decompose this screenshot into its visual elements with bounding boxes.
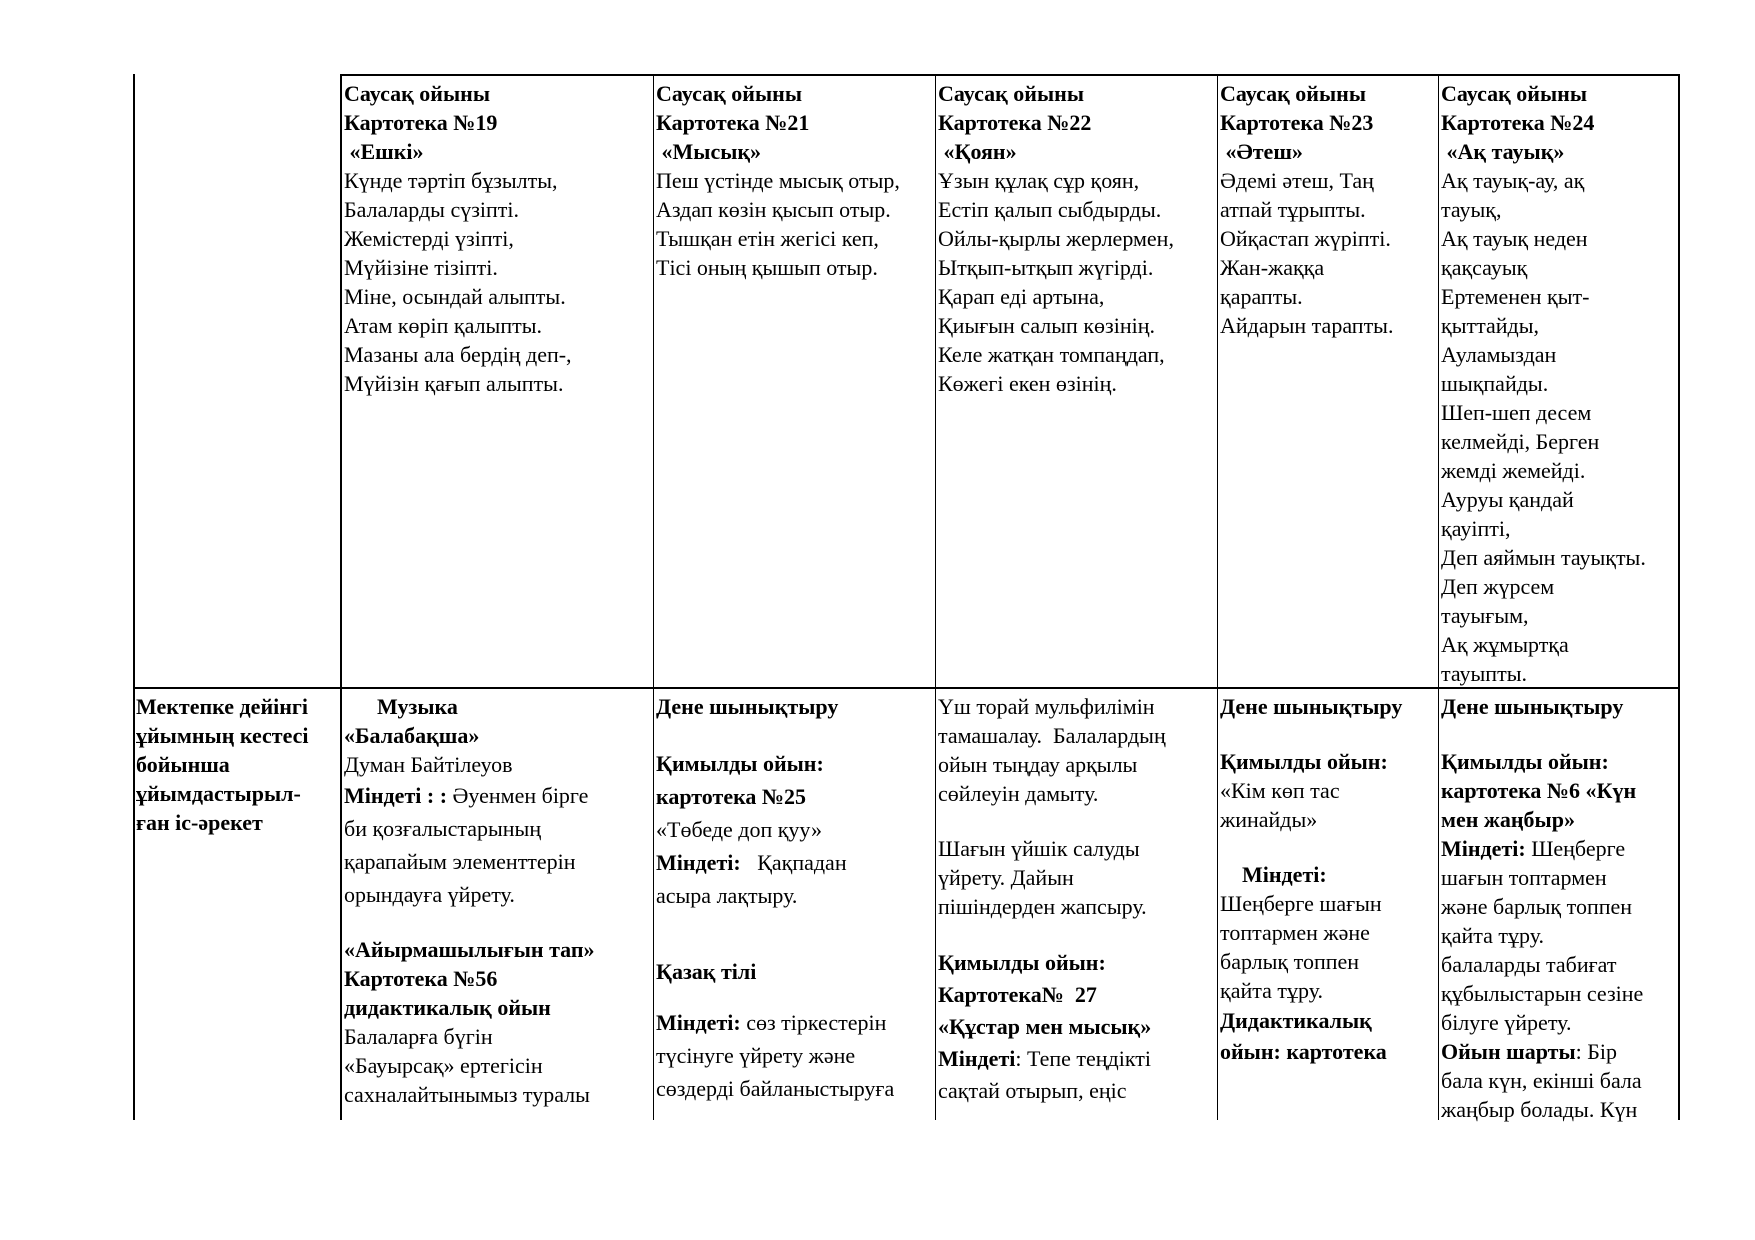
subject-heading: Дене шынықтыру [1441,694,1624,719]
cell-title: Саусақ ойыны [1220,81,1367,106]
poem-line: Міне, осындай алыпты. [344,284,566,309]
task-line: қарапайым элементтерін [344,849,576,874]
poem-line: Қарап еді артына, [938,284,1105,309]
task-line: және барлық топпен [1441,894,1633,919]
didactic-game-card: Картотека №56 [344,966,498,991]
task-label: Міндеті: [656,850,741,875]
task-line: сөздерді байланыстыруға [656,1076,895,1101]
poem-line: Шеп-шеп десем [1441,400,1592,425]
task-line: орындауға үйрету. [344,882,515,907]
task-text: Қақпадан [740,850,847,875]
game-name-line: «Кім көп тас [1220,778,1340,803]
cell-game-name: «Әтеш» [1220,139,1303,164]
task-line [656,846,934,879]
task-line: балаларды табиғат [1441,952,1617,977]
poem-line: Ақ жұмыртқа [1441,632,1569,657]
task-line: білуге үйрету. [1441,1010,1572,1035]
poem-line: Ойлы-қырлы жерлермен, [938,226,1174,251]
cell-card: Картотека №24 [1441,110,1595,135]
rule-label: Ойын шарты [1441,1039,1576,1064]
finger-game-cell-21 [656,79,934,282]
poem-line: Күнде тәртіп бұзылты, [344,168,558,193]
rule-line: бала күн, екінші бала [1441,1068,1642,1093]
task-line: түсінуге үйрету және [656,1043,856,1068]
text-line: ойын тыңдау арқылы [938,752,1138,777]
poem-line: Айдарын тарапты. [1220,313,1394,338]
text-line: Үш торай мульфилімін [938,694,1155,719]
row-header-line: бойынша [136,752,230,777]
didactic-line: ойын: картотека [1220,1039,1387,1064]
game-card-line: картотека №6 «Күн [1441,778,1637,803]
cell-game-name: «Ешкі» [344,139,424,164]
music-task [344,779,649,812]
cell-title: Саусақ ойыны [656,81,803,106]
poem-line: қауіпті, [1441,516,1511,541]
game-label: Қимылды ойын: [1441,749,1609,774]
poem-line: Әдемі әтеш, Таң [1220,168,1374,193]
cell-game-name: «Мысық» [656,139,762,164]
cell-card: Картотека №22 [938,110,1092,135]
task-line [938,1043,1216,1075]
poem-line: Аздап көзін қысып отыр. [656,197,891,222]
task-line: асыра лақтыру. [656,883,798,908]
task-line [1441,834,1677,863]
cell-title: Саусақ ойыны [1441,81,1588,106]
poem-line: Тісі оның қышып отыр. [656,255,878,280]
poem-line: Деп аяймын тауықты. [1441,545,1646,570]
task-text: : Тепе теңдікті [1015,1046,1151,1071]
task-line: барлық топпен [1220,949,1360,974]
text-line: тамашалау. Балалардың [938,723,1166,748]
cell-card: Картотека №21 [656,110,810,135]
game-label: Қимылды ойын: [1220,749,1388,774]
music-heading: Музыка [344,694,458,719]
poem-line: Ауламыздан [1441,342,1557,367]
text-line: сахналайтынымыз туралы [344,1082,590,1107]
subject-heading: Дене шынықтыру [656,694,839,719]
table-divider-5 [1438,74,1439,1120]
poem-line: Ытқып-ытқып жүгірді. [938,255,1154,280]
task-line: Шеңберге шағын [1220,891,1382,916]
didactic-game-name: «Айырмашылығын тап» [344,937,595,962]
table-divider-4 [1217,74,1218,1120]
poem-line: Ертеменен қыт- [1441,284,1590,309]
music-activity-cell [344,692,649,1109]
game-name-line: жинайды» [1220,807,1318,832]
poem-line: Пеш үстінде мысық отыр, [656,168,900,193]
didactic-game-type: дидактикалық ойын [344,995,551,1020]
poem-line: Жан-жаққа [1220,255,1325,280]
game-label: Қимылды ойын: [938,950,1106,975]
row-header-line: ұйымдастырыл- [136,781,301,806]
finger-game-cell-23 [1220,79,1437,340]
task-line: шағын топтармен [1441,865,1607,890]
game-card: Картотека№ 27 [938,982,1097,1007]
task-line: құбылыстарын сезіне [1441,981,1644,1006]
poem-line: Ақ тауық-ау, ақ [1441,168,1585,193]
game-name: «Құстар мен мысық» [938,1014,1152,1039]
poem-line: атпай тұрыпты. [1220,197,1366,222]
poem-line: Мазаны ала бердің деп-, [344,342,572,367]
poem-line: қыттайды, [1441,313,1539,338]
text-line: пішіндерден жапсыру. [938,894,1147,919]
rule-line: жаңбыр болады. Күн [1441,1097,1638,1122]
poem-line: тауыпты. [1441,661,1527,686]
poem-line: Деп жүрсем [1441,574,1555,599]
cell-game-name: «Қоян» [938,139,1017,164]
poem-line: Ауруы қандай [1441,487,1574,512]
poem-line: Мүйізін қағып алыпты. [344,371,564,396]
table-divider-2 [653,74,654,1120]
task-line: топтармен және [1220,920,1370,945]
physical-education-cell-2 [1220,692,1437,1067]
cartoon-activity-cell [938,692,1216,1107]
task-label: Міндеті [938,1046,1016,1071]
rule-line [1441,1037,1677,1066]
game-label: Қимылды ойын: [656,751,824,776]
music-author: Думан Байтілеуов [344,752,513,777]
subject-heading-kazakh: Қазақ тілі [656,959,757,984]
table-top-border [340,74,1680,76]
table-border-right [1678,74,1680,1120]
poem-line: жемді жемейді. [1441,458,1586,483]
poem-line: Балаларды сүзіпті. [344,197,520,222]
task-label: Міндеті: [1441,836,1526,861]
task-label: Міндеті : : [344,783,448,808]
text-line: үйрету. Дайын [938,865,1074,890]
text-line: сөйлеуін дамыту. [938,781,1099,806]
cell-card: Картотека №19 [344,110,498,135]
poem-line: шықпайды. [1441,371,1549,396]
text-line: «Бауырсақ» ертегісін [344,1053,543,1078]
poem-line: Ойқастап жүріпті. [1220,226,1391,251]
finger-game-cell-22 [938,79,1216,398]
cell-card: Картотека №23 [1220,110,1374,135]
poem-line: Атам көріп қалыпты. [344,313,543,338]
poem-line: Көжегі екен өзінің. [938,371,1117,396]
task-label: Міндеті: [1220,862,1327,887]
poem-line: тауығым, [1441,603,1529,628]
row-header-organized-activity [136,692,339,837]
music-song-name: «Балабақша» [344,723,480,748]
physical-education-cell-1 [656,692,934,1105]
task-text: Шеңберге [1525,836,1626,861]
row-header-line: ған іс-әрекет [136,810,263,835]
poem-line: Келе жатқан томпаңдап, [938,342,1165,367]
row-header-line: Мектепке дейінгі [136,694,309,719]
table-border-left [133,74,135,1120]
finger-game-cell-19 [344,79,649,398]
didactic-line: Дидактикалық [1220,1008,1372,1033]
cell-title: Саусақ ойыны [938,81,1085,106]
text-line: Балаларға бүгін [344,1024,493,1049]
poem-line: Мүйізіне тізіпті. [344,255,498,280]
game-card-line: мен жаңбыр» [1441,807,1575,832]
cell-title: Саусақ ойыны [344,81,491,106]
subject-heading: Дене шынықтыру [1220,694,1403,719]
poem-line: Ұзын құлақ сұр қоян, [938,168,1140,193]
poem-line: Ақ тауық неден [1441,226,1588,251]
poem-line: қарапты. [1220,284,1303,309]
finger-game-cell-24 [1441,79,1677,688]
task-line: қайта тұру. [1220,978,1323,1003]
game-card: картотека №25 [656,784,807,809]
task-label: Міндеті: [656,1010,741,1035]
task-text: Әуенмен бірге [447,783,589,808]
physical-education-cell-3 [1441,692,1677,1124]
poem-line: Естіп қалып сыбдырды. [938,197,1162,222]
table-divider-1 [340,74,342,1120]
task-line [656,1006,934,1039]
poem-line: Тышқан етін жегісі кеп, [656,226,879,251]
poem-line: келмейді, Берген [1441,429,1600,454]
cell-game-name: «Ақ тауық» [1441,139,1565,164]
poem-line: тауық, [1441,197,1502,222]
game-name: «Төбеде доп қуу» [656,817,822,842]
poem-line: қақсауық [1441,255,1528,280]
table-divider-3 [935,74,936,1120]
poem-line: Қиығын салып көзінің. [938,313,1155,338]
rule-text: : Бір [1575,1039,1618,1064]
text-line: Шағын үйшік салуды [938,836,1140,861]
task-line: би қозғалыстарының [344,816,542,841]
row-header-line: ұйымның кестесі [136,723,309,748]
task-line: қайта тұру. [1441,923,1544,948]
task-line: сақтай отырып, еңіс [938,1078,1127,1103]
poem-line: Жемістерді үзіпті, [344,226,514,251]
task-text: сөз тіркестерін [740,1010,887,1035]
